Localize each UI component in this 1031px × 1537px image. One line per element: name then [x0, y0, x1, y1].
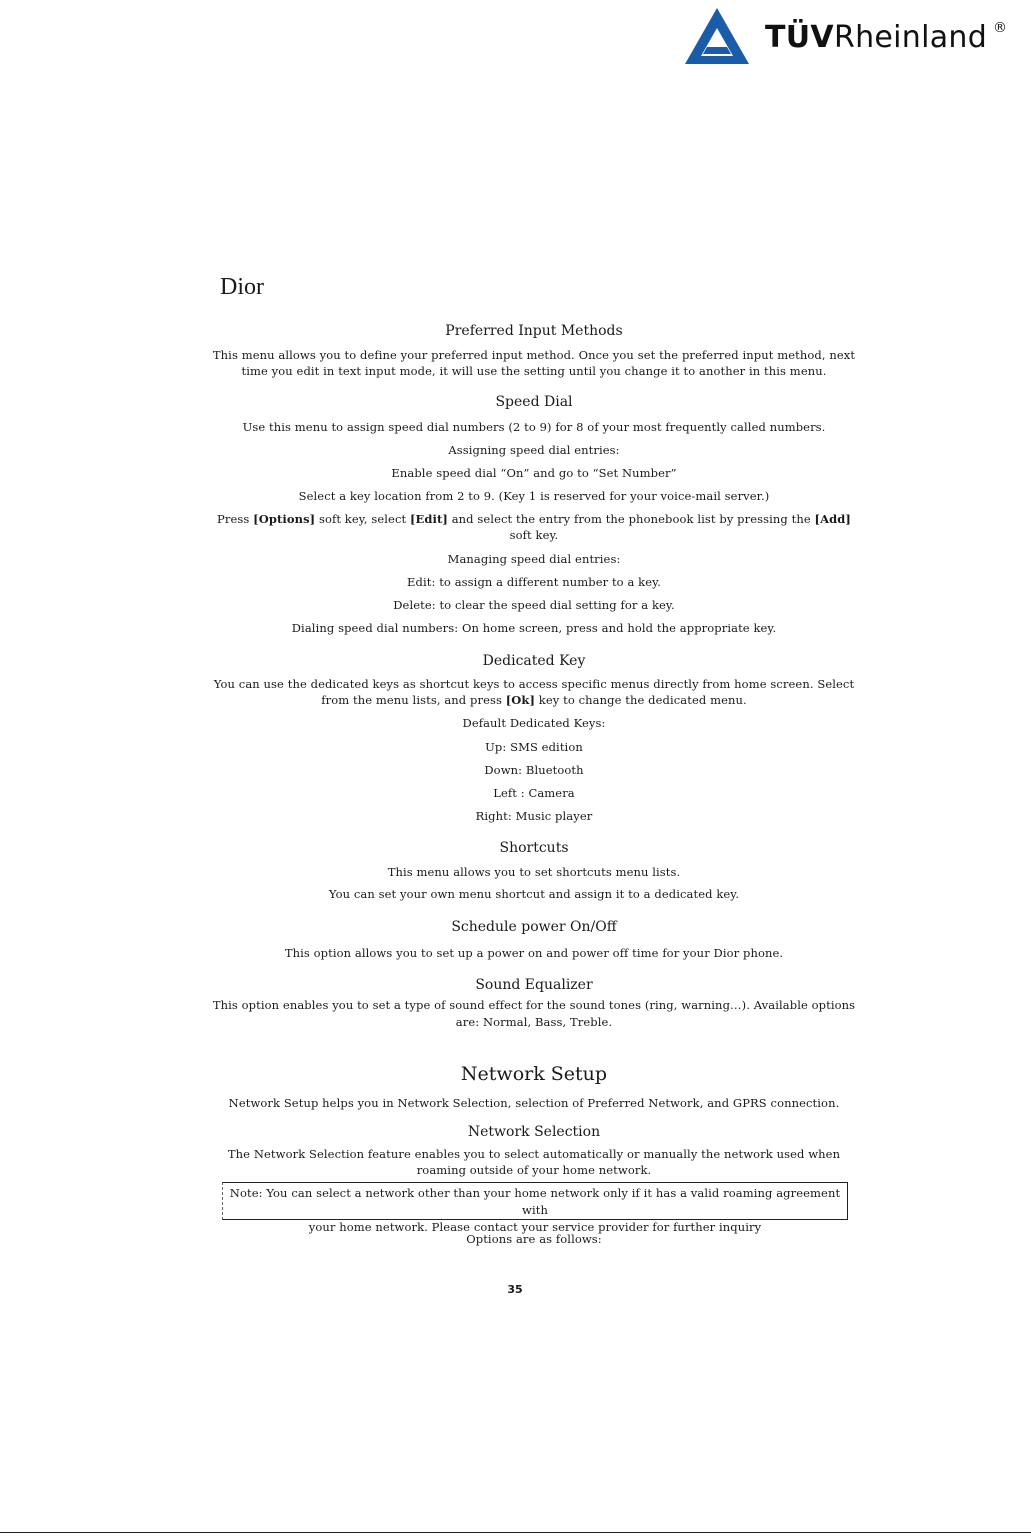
page-number: 35: [507, 1283, 523, 1296]
dedicated-key-down: Down: Bluetooth: [484, 763, 584, 777]
note-line-2: your home network. Please contact your service provider for further inquiry: [308, 1220, 762, 1234]
schedule-line-1: This option allows you to set up a power on and power off time for your Dior phone.: [284, 946, 784, 960]
note-box: [222, 1182, 848, 1234]
equalizer-line-1: This option enables you to set a type of sound effect for the sound tones (ring, warning…). Available options: [212, 998, 856, 1012]
speed-step-3: Press [Options] soft key, select [Edit] and select the entry from the phonebook list by pressing the [Add]: [217, 512, 851, 526]
logo-wordmark: TÜVRheinland: [765, 20, 988, 55]
speed-step-3-cont: soft key.: [509, 528, 559, 542]
shortcuts-line-2: You can set your own menu shortcut and assign it to a dedicated key.: [328, 887, 740, 901]
speed-intro: Use this menu to assign speed dial numbers (2 to 9) for 8 of your most frequently called numbers.: [242, 420, 826, 434]
registered-mark: ®: [993, 20, 1007, 36]
speed-manage-heading: Managing speed dial entries:: [447, 552, 621, 566]
heading-dedicated-key: Dedicated Key: [482, 653, 586, 669]
speed-assign-heading: Assigning speed dial entries:: [448, 443, 620, 457]
network-selection-line-1: The Network Selection feature enables you to select automatically or manually the network used when: [227, 1147, 841, 1161]
dedicated-key-up: Up: SMS edition: [485, 740, 583, 754]
network-setup-line-1: Network Setup helps you in Network Selection, selection of Preferred Network, and GPRS connection.: [228, 1096, 840, 1110]
heading-schedule-power: Schedule power On/Off: [451, 919, 617, 935]
pim-line-2: time you edit in text input mode, it will use the setting until you change it to another in this menu.: [241, 364, 827, 378]
dedicated-defaults-heading: Default Dedicated Keys:: [462, 716, 606, 730]
heading-network-selection: Network Selection: [467, 1124, 601, 1140]
speed-dialing-line: Dialing speed dial numbers: On home screen, press and hold the appropriate key.: [291, 621, 777, 635]
equalizer-line-2: are: Normal, Bass, Treble.: [455, 1015, 613, 1029]
tuv-rheinland-logo: [680, 6, 1010, 68]
tuv-triangle-icon: [683, 6, 751, 66]
note-line-1: Note: You can select a network other than your home network only if it has a valid roaming agreement with: [229, 1186, 841, 1217]
heading-speed-dial: Speed Dial: [495, 394, 573, 410]
speed-edit-line: Edit: to assign a different number to a key.: [407, 575, 661, 589]
shortcuts-line-1: This menu allows you to set shortcuts menu lists.: [387, 865, 681, 879]
heading-network-setup: Network Setup: [460, 1063, 608, 1085]
bottom-rule: [0, 1532, 1031, 1533]
heading-preferred-input-methods: Preferred Input Methods: [445, 323, 623, 339]
dedicated-line-2: from the menu lists, and press [Ok] key to change the dedicated menu.: [321, 693, 747, 707]
speed-step-2: Select a key location from 2 to 9. (Key 1 is reserved for your voice-mail server.): [298, 489, 770, 503]
pim-line-1: This menu allows you to define your preferred input method. Once you set the preferred input method, next: [212, 348, 856, 362]
speed-delete-line: Delete: to clear the speed dial setting for a key.: [393, 598, 675, 612]
dedicated-line-1: You can use the dedicated keys as shortcut keys to access specific menus directly from home screen. Select: [213, 677, 855, 691]
options-line: Options are as follows:: [466, 1232, 602, 1246]
dedicated-key-right: Right: Music player: [475, 809, 593, 823]
dedicated-key-left: Left : Camera: [493, 786, 575, 800]
network-selection-line-2: roaming outside of your home network.: [416, 1163, 652, 1177]
heading-sound-equalizer: Sound Equalizer: [475, 977, 593, 993]
speed-step-1: Enable speed dial “On” and go to “Set Number”: [391, 466, 677, 480]
heading-shortcuts: Shortcuts: [499, 840, 569, 856]
brand-title: Dior: [220, 274, 264, 300]
